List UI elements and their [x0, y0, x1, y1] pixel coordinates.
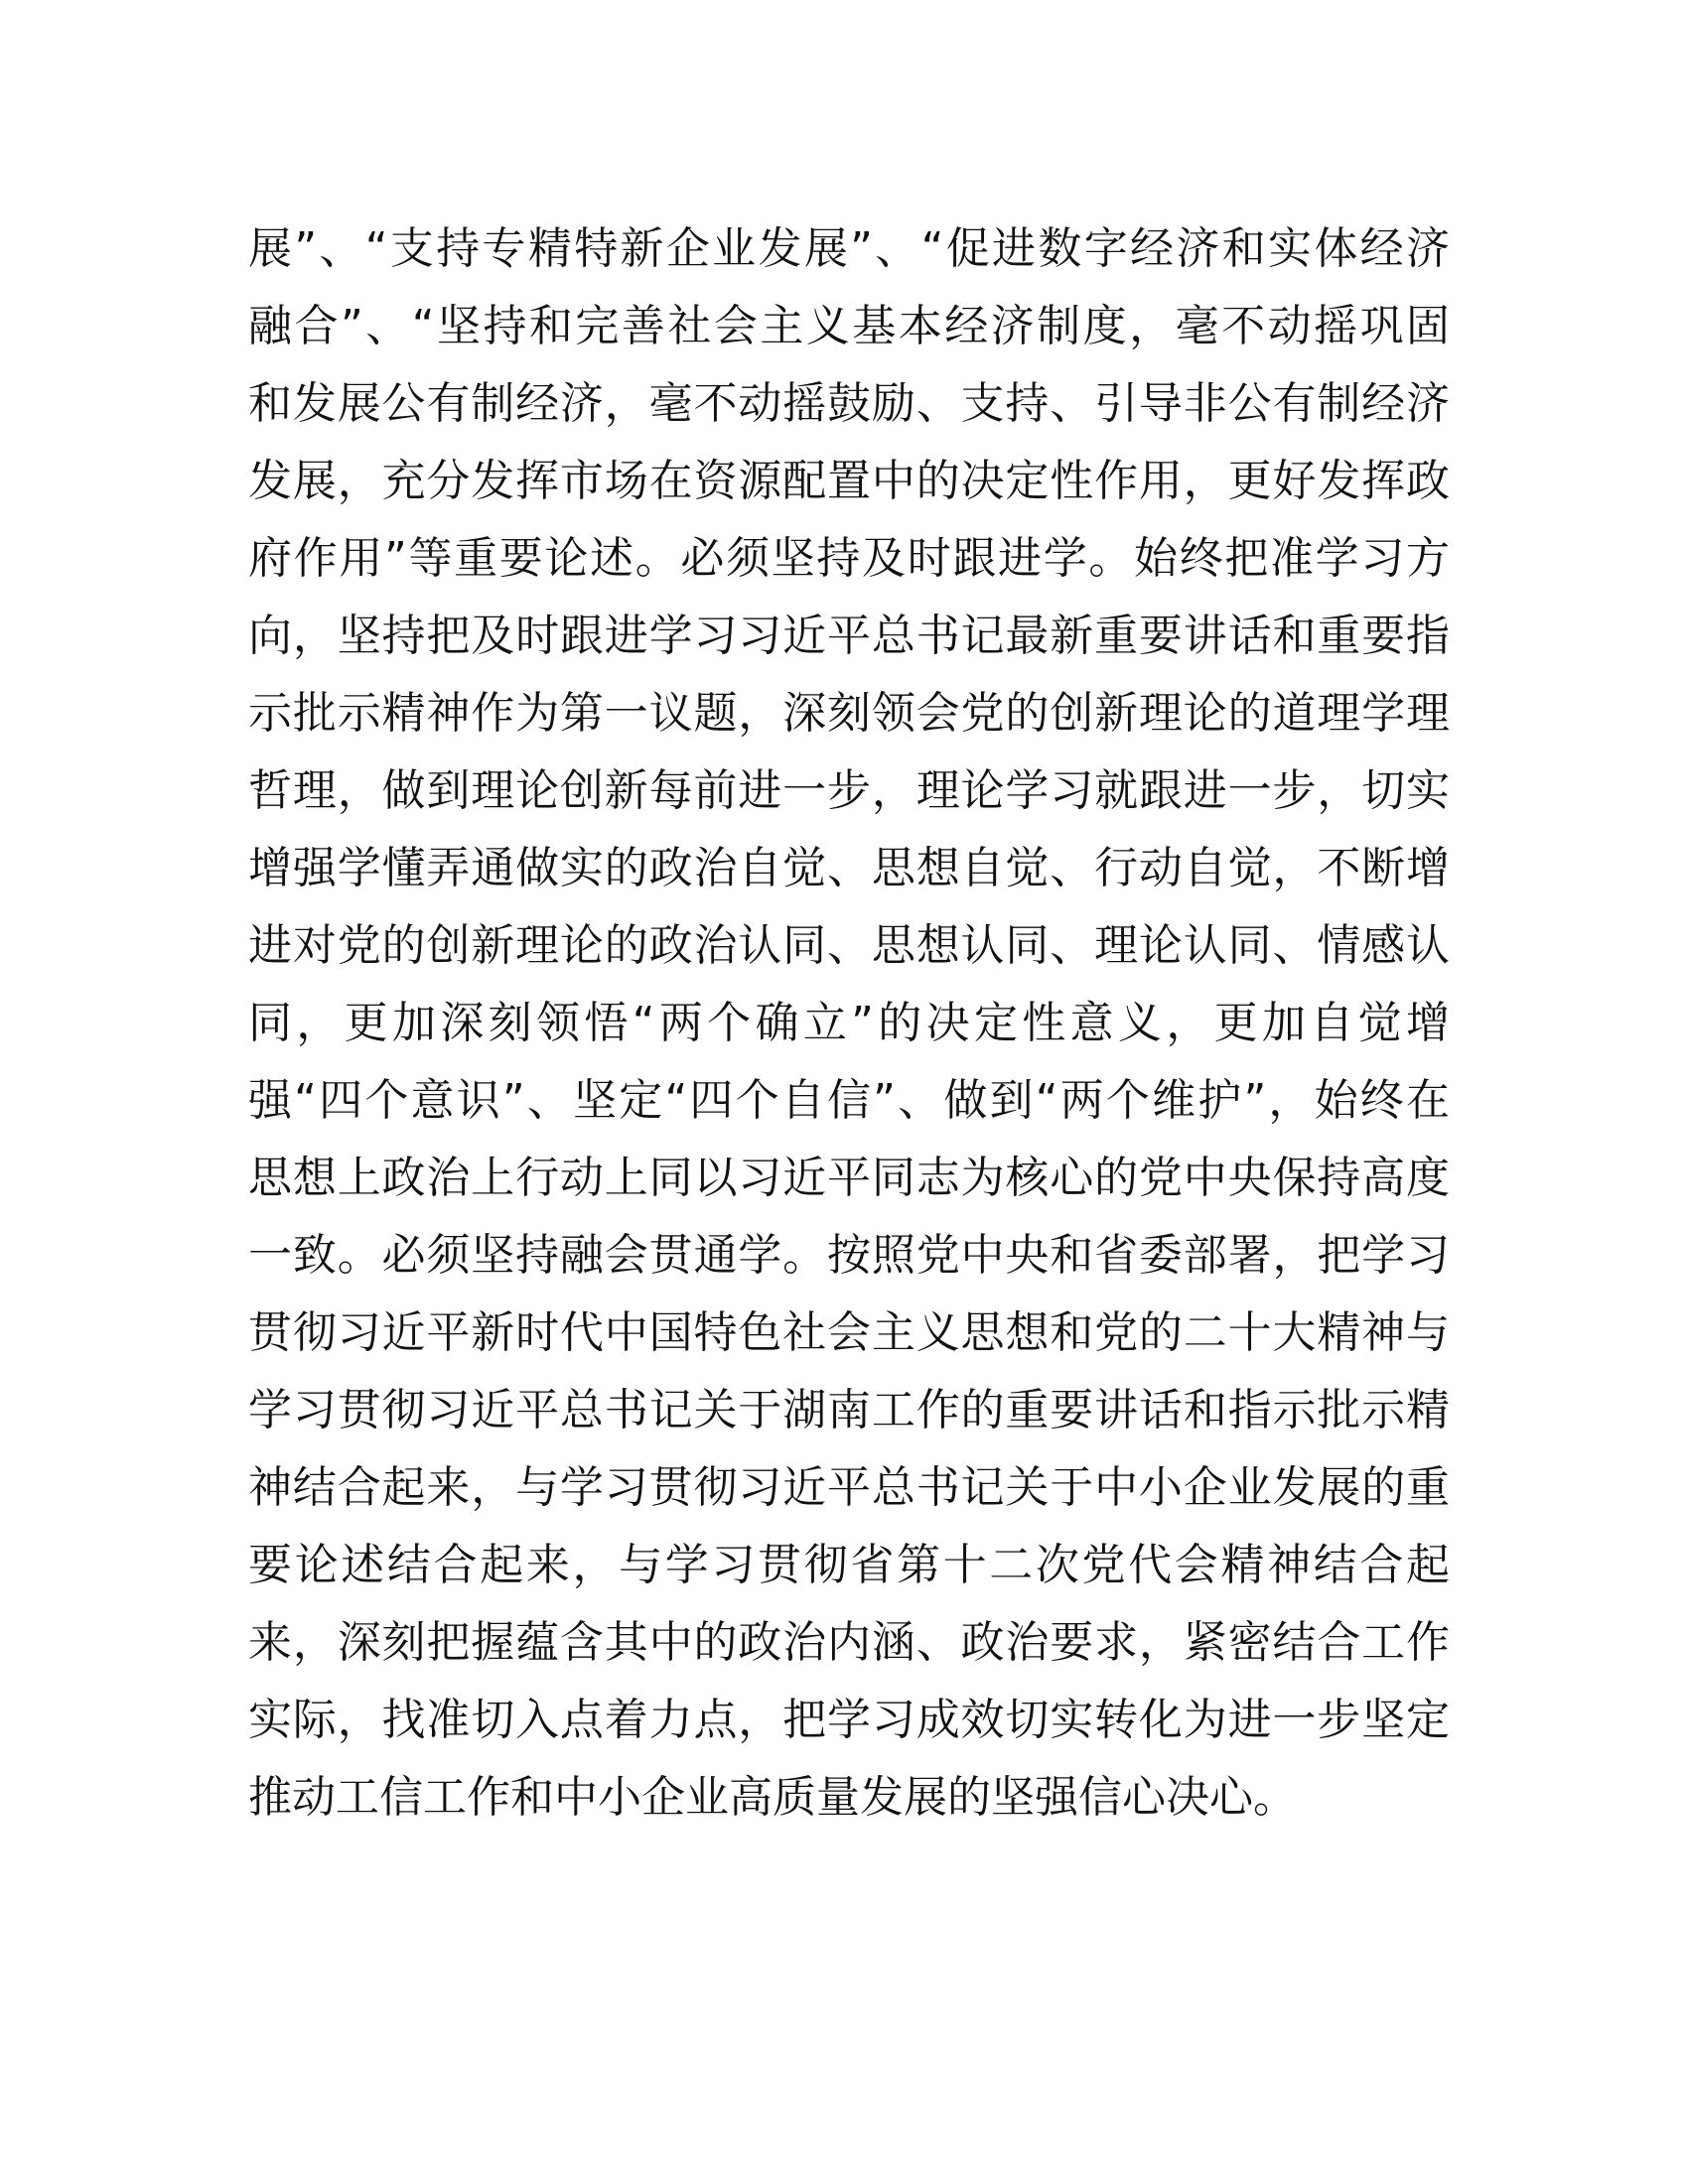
text-line: 强“四个意识”、坚定“四个自信”、做到“两个维护”，始终在: [248, 1075, 1450, 1126]
text-line: 向，坚持把及时跟进学习习近平总书记最新重要讲话和重要指: [248, 611, 1450, 661]
text-line: 示批示精神作为第一议题，深刻领会党的创新理论的道理学理: [248, 688, 1450, 739]
text-line: 思想上政治上行动上同以习近平同志为核心的党中央保持高度: [248, 1153, 1450, 1203]
body-paragraph: [248, 210, 1450, 1837]
text-line: 府作用”等重要论述。必须坚持及时跟进学。始终把准学习方: [248, 533, 1450, 584]
text-line: 同，更加深刻领悟“两个确立”的决定性意义，更加自觉增: [248, 998, 1450, 1048]
text-line: 一致。必须坚持融会贯通学。按照党中央和省委部署，把学习: [248, 1230, 1450, 1281]
text-line: 学习贯彻习近平总书记关于湖南工作的重要讲话和指示批示精: [248, 1385, 1450, 1435]
text-line: 要论述结合起来，与学习贯彻省第十二次党代会精神结合起: [248, 1540, 1450, 1590]
text-line: 哲理，做到理论创新每前进一步，理论学习就跟进一步，切实: [248, 765, 1450, 816]
text-line: 进对党的创新理论的政治认同、思想认同、理论认同、情感认: [248, 920, 1450, 971]
text-line: 神结合起来，与学习贯彻习近平总书记关于中小企业发展的重: [248, 1462, 1450, 1513]
text-line: 来，深刻把握蕴含其中的政治内涵、政治要求，紧密结合工作: [248, 1617, 1450, 1668]
text-line: 融合”、“坚持和完善社会主义基本经济制度，毫不动摇巩固: [248, 301, 1450, 351]
text-line: 实际，找准切入点着力点，把学习成效切实转化为进一步坚定: [248, 1695, 1450, 1745]
text-line: 贯彻习近平新时代中国特色社会主义思想和党的二十大精神与: [248, 1307, 1450, 1358]
text-line: 和发展公有制经济，毫不动摇鼓励、支持、引导非公有制经济: [248, 378, 1450, 429]
text-line: 推动工信工作和中小企业高质量发展的坚强信心决心。: [248, 1772, 1297, 1823]
text-line: 发展，充分发挥市场在资源配置中的决定性作用，更好发挥政: [248, 456, 1450, 506]
text-line: 增强学懂弄通做实的政治自觉、思想自觉、行动自觉，不断增: [248, 843, 1450, 893]
text-line: 展”、“支持专精特新企业发展”、“促进数字经济和实体经济: [248, 223, 1450, 274]
